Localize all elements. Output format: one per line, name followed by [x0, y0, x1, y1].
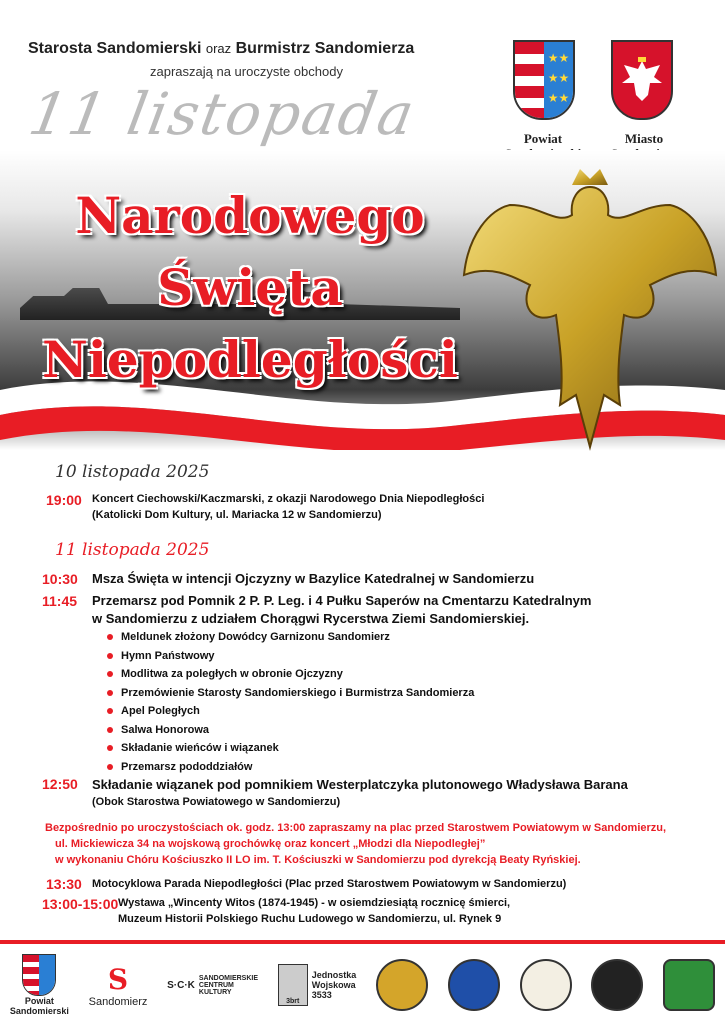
list-item: Przemówienie Starosty Sandomierskiego i Burmistrza Sandomierza: [121, 684, 474, 703]
event-time: 10:30: [42, 571, 78, 587]
school-emblem-icon: [448, 959, 500, 1011]
event-time: 19:00: [46, 492, 82, 508]
event-concert: Koncert Ciechowski/Kaczmarski, z okazji Narodowego Dnia Niepodległości (Katolicki Dom Kultury, ul. Mariacka 12 w Sandomierzu): [92, 493, 485, 521]
list-item: Apel Poległych: [121, 702, 474, 721]
event-time: 11:45: [42, 593, 78, 609]
white-eagle-icon: [620, 55, 664, 105]
event-march: Przemarsz pod Pomnik 2 P. P. Leg. i 4 Pułku Saperów na Cmentarzu Katedralnym w Sandomierzu z udziałem Chorągwi Rycerstwa Ziemi Sandomierskiej.: [92, 593, 592, 626]
moto-club-icon: [591, 959, 643, 1011]
golden-eagle-icon: [460, 165, 720, 455]
partner-logos: [0, 950, 725, 1020]
powiat-label: Powiat: [523, 131, 563, 146]
event-mass: Msza Święta w intencji Ojczyzny w Bazylice Katedralnej w Sandomierzu: [92, 571, 535, 586]
logo-powiat: Powiat Sandomierski: [10, 954, 69, 1016]
lo-emblem-icon: [520, 959, 572, 1011]
miasto-label: Miasto: [624, 131, 664, 146]
date-script-heading: 11 listopada: [24, 80, 421, 148]
logo-sandomierz: S Sandomierz: [88, 962, 148, 1008]
event-time: 13:30: [46, 876, 82, 892]
header-starosta: Starosta Sandomierski: [28, 40, 202, 57]
s-letter-icon: S: [107, 962, 129, 996]
list-item: Meldunek złożony Dowódcy Garnizonu Sandomierz: [121, 628, 474, 647]
list-item: Hymn Państwowy: [121, 647, 474, 666]
header-oraz: oraz: [205, 41, 232, 56]
main-title: Narodowego Święta Niepodległości: [42, 186, 458, 389]
event-time: 12:50: [42, 776, 78, 792]
logo-jw: 3brt Jednostka Wojskowa 3533: [278, 964, 357, 1006]
event-exhibition: Wystawa „Wincenty Witos (1874-1945) - w osiemdziesiątą rocznicę śmierci, Muzeum Historii Polskiego Ruchu Ludowego w Sandomierzu, ul. Rynek 9: [118, 897, 511, 925]
event-time: 13:00-15:00: [42, 896, 119, 912]
list-item: Modlitwa za poległych w obronie Ojczyzny: [121, 665, 474, 684]
header-invite: zapraszają na uroczyste obchody: [150, 64, 343, 79]
footer-divider: [0, 940, 725, 944]
list-item: Przemarsz pododdziałów: [121, 758, 474, 777]
header-burmistrz: Burmistrz Sandomierza: [235, 40, 415, 57]
invitation-note: Bezpośrednio po uroczystościach ok. godz. 13:00 zapraszamy na plac przed Starostwem Powiatowym w Sandomierzu, ul. Mickiewicza 34 na wojskową grochówkę oraz koncert „Młodzi dla Niepodległej” w wykonaniu Chóru Kościuszko II LO im. T. Kościuszki w Sandomierzu pod dyrekcją Beaty Ryńskiej.: [45, 822, 667, 866]
list-item: Salwa Honorowa: [121, 721, 474, 740]
miasto-crest: [611, 40, 673, 120]
day1-date: 10 listopada 2025: [55, 462, 210, 482]
event-wreaths: Składanie wiązanek pod pomnikiem Westerplatczyka plutonowego Władysława Barana (Obok Starostwa Powiatowego w Sandomierzu): [92, 777, 628, 808]
list-item: Składanie wieńców i wiązanek: [121, 739, 474, 758]
emblem-icon: [376, 959, 428, 1011]
powiat-crest: ★★ ★★ ★★: [513, 40, 575, 120]
header-organizers: [28, 40, 414, 58]
logo-sck: S·C·K SANDOMIERSKIE CENTRUM KULTURY: [167, 974, 259, 996]
event-parade: Motocyklowa Parada Niepodległości (Plac przed Starostwem Powiatowym w Sandomierzu): [92, 878, 567, 890]
scout-emblem-icon: [663, 959, 715, 1011]
day2-date: 11 listopada 2025: [55, 540, 210, 560]
ceremony-list: [105, 628, 474, 776]
